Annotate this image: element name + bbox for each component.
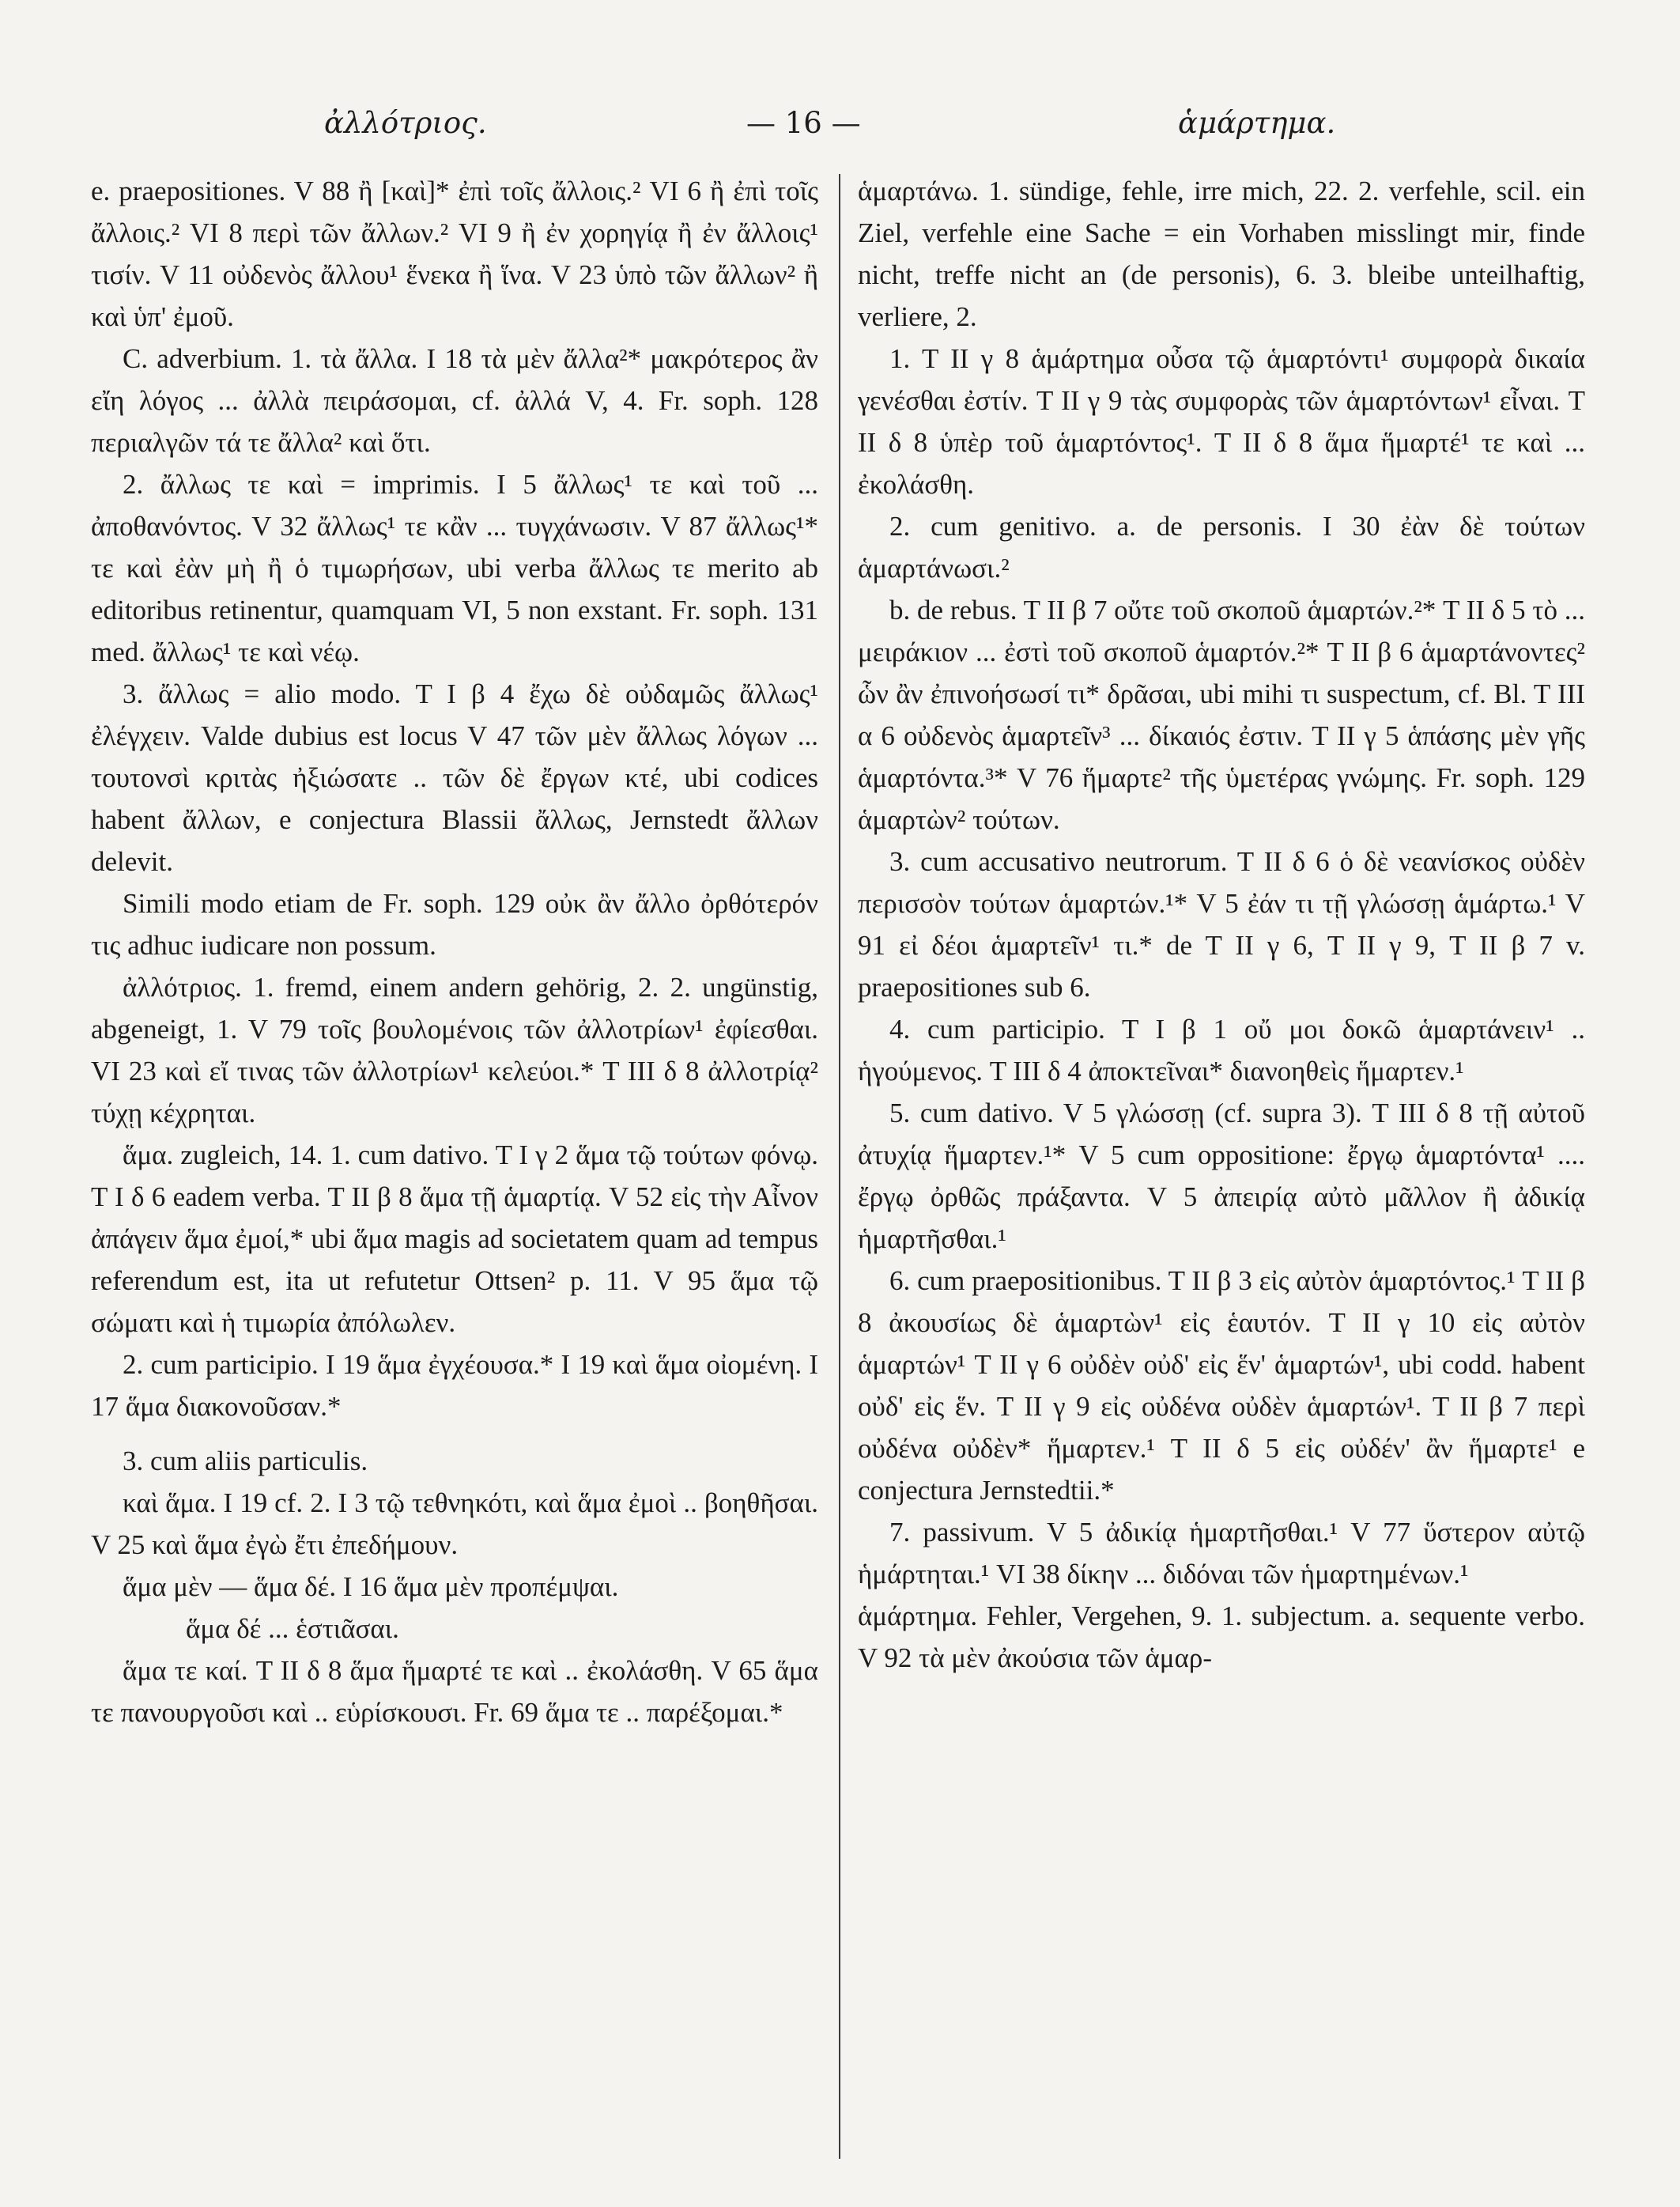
entry-paragraph: e. praepositiones. V 88 ἢ [καὶ]* ἐπὶ τοῖς ἄλλοις.² VI 6 ἢ ἐπὶ τοῖς ἄλλοις.² VI 8 περὶ τῶν ἄλλων.² VI 9 ἢ ἐν χορηγίᾳ ἢ ἐν ἄλλοις¹ τισίν. V 11 οὐδενὸς ἄλλου¹ ἕνεκα ἢ ἵνα. V 23 ὑπὸ τῶν ἄλλων² ἢ καὶ ὑπ' ἐμοῦ. [91,176,818,332]
entry-paragraph: 2. cum participio. I 19 ἅμα ἐγχέουσα.* I 19 καὶ ἅμα οἰομένη. I 17 ἅμα διακονοῦσαν.* [91,1349,818,1422]
entry-paragraph: C. adverbium. 1. τὰ ἄλλα. I 18 τὰ μὲν ἄλλα²* μακρότερος ἂν εἴη λόγος ... ἀλλὰ πειράσομαι, cf. ἀλλά V, 4. Fr. soph. 128 περιαλγῶν τά τε ἄλλα² καὶ ὅτι. [91,343,818,458]
entry-paragraph: ἅμα μὲν — ἅμα δέ. I 16 ἅμα μὲν προπέμψαι. [123,1571,619,1602]
entry-paragraph: 7. passivum. V 5 ἀδικίᾳ ἡμαρτῆσθαι.¹ V 77 ὕστερον αὐτῷ ἡμάρτηται.¹ VI 38 δίκην ... διδόναι τῶν ἡμαρτημένων.¹ [858,1517,1585,1589]
entry-paragraph: 6. cum praepositionibus. T II β 3 εἰς αὐτὸν ἁμαρτόντος.¹ T II β 8 ἀκουσίως δὲ ἁμαρτὼν¹ εἰς ἑαυτόν. T II γ 10 εἰς αὐτὸν ἁμαρτών¹ T II γ 6 οὐδὲν οὐδ' εἰς ἕν' ἁμαρτών¹, ubi codd. habent οὐδ' εἰς ἕν. T II γ 9 εἰς οὐδένα οὐδὲν ἁμαρτών¹. T II β 7 περὶ οὐδένα οὐδὲν* ἥμαρτεν.¹ T II δ 5 εἰς οὐδέν' ἂν ἥμαρτε¹ e conjectura Jernstedtii.* [858,1265,1585,1506]
headword-hamartema: ἁμάρτημα. Fehler, Vergehen, 9. 1. subjectum. a. sequente verbo. V 92 τὰ μὲν ἀκούσια τῶν ἁμαρ- [858,1600,1585,1673]
entry-paragraph: καὶ ἅμα. I 19 cf. 2. I 3 τῷ τεθνηκότι, καὶ ἅμα ἐμοὶ .. βοηθῆσαι. V 25 καὶ ἅμα ἐγὼ ἔτι ἐπεδήμουν. [91,1487,818,1560]
headword-hamartano: ἁμαρτάνω. 1. sündige, fehle, irre mich, 22. 2. verfehle, scil. ein Ziel, verfehle eine Sache = ein Vorhaben misslingt mir, finde nicht, treffe nicht an (de personis), 6. 3. bleibe unteilhaftig, verliere, 2. [858,176,1585,332]
entry-paragraph: 2. ἄλλως τε καὶ = imprimis. I 5 ἄλλως¹ τε καὶ τοῦ ... ἀποθανόντος. V 32 ἄλλως¹ τε κἂν ... τυγχάνωσιν. V 87 ἄλλως¹* τε καὶ ἐὰν μὴ ἢ ὁ τιμωρήσων, ubi verba ἄλλως τε merito ab editoribus retinentur, quamquam VI, 5 non exstant. Fr. soph. 131 med. ἄλλως¹ τε καὶ νέῳ. [91,469,818,667]
entry-paragraph: Simili modo etiam de Fr. soph. 129 οὐκ ἂν ἄλλο ὀρθότερόν τις adhuc iudicare non possum. [91,888,818,961]
entry-paragraph: 2. cum genitivo. a. de personis. I 30 ἐὰν δὲ τούτων ἁμαρτάνωσι.² [858,511,1585,584]
header-left-headword: ἀλλότριος. [324,106,487,140]
entry-paragraph: 3. cum accusativo neutrorum. T II δ 6 ὁ δὲ νεανίσκος οὐδὲν περισσὸν τούτων ἁμαρτών.¹* V 5 ἐάν τι τῇ γλώσσῃ ἁμάρτω.¹ V 91 εἰ δέοι ἁμαρτεῖν¹ τι.* de T II γ 6, T II γ 9, T II β 7 v. praepositiones sub 6. [858,846,1585,1003]
subsection-heading: 3. cum aliis particulis. [123,1446,368,1476]
entry-paragraph: ἅμα δέ ... ἑστιᾶσαι. [186,1613,399,1644]
page-number: — 16 — [746,106,861,140]
entry-paragraph: ἅμα τε καί. T II δ 8 ἅμα ἥμαρτέ τε καὶ .. ἐκολάσθη. V 65 ἅμα τε πανουργοῦσι καὶ .. εὑρίσκουσι. Fr. 69 ἅμα τε .. παρέξομαι.* [91,1655,818,1728]
right-column [858,170,1585,1679]
left-column [91,170,818,1733]
entry-paragraph: 1. T II γ 8 ἁμάρτημα οὖσα τῷ ἁμαρτόντι¹ συμφορὰ δικαία γενέσθαι ἐστίν. T II γ 9 τὰς συμφορὰς τῶν ἁμαρτόντων¹ εἶναι. T II δ 8 ὑπὲρ τοῦ ἁμαρτόντος¹. T II δ 8 ἅμα ἥμαρτέ¹ τε καὶ ... ἐκολάσθη. [858,343,1585,500]
running-header [0,95,1680,142]
headword-alltrios: ἀλλότριος. 1. fremd, einem andern gehörig, 2. 2. ungünstig, abgeneigt, 1. V 79 τοῖς βουλομένοις τῶν ἀλλοτρίων¹ ἐφίεσθαι. VI 23 καὶ εἴ τινας τῶν ἀλλοτρίων¹ κελεύοι.* T III δ 8 ἀλλοτρίᾳ² τύχῃ κέχρηται. [91,972,818,1128]
entry-paragraph: b. de rebus. T II β 7 οὔτε τοῦ σκοποῦ ἁμαρτών.²* T II δ 5 τὸ ... μειράκιον ... ἐστὶ τοῦ σκοποῦ ἁμαρτόν.²* T II β 6 ἁμαρτάνοντες² ὧν ἂν ἐπινοήσωσί τι* δρᾶσαι, ubi mihi τι suspectum, cf. Bl. T III α 6 οὐδενὸς ἁμαρτεῖν³ ... δίκαιός ἐστιν. T II γ 5 ἁπάσης μὲν γῆς ἁμαρτόντα.³* V 76 ἥμαρτε² τῆς ὑμετέρας γνώμης. Fr. soph. 129 ἁμαρτὼν² τούτων. [858,595,1585,835]
entry-paragraph: 4. cum participio. T I β 1 οὔ μοι δοκῶ ἁμαρτάνειν¹ .. ἡγούμενος. T III δ 4 ἀποκτεῖναι* διανοηθεὶς ἥμαρτεν.¹ [858,1014,1585,1086]
entry-paragraph: 3. ἄλλως = alio modo. T I β 4 ἔχω δὲ οὐδαμῶς ἄλλως¹ ἐλέγχειν. Valde dubius est locus V 47 τῶν μὲν ἄλλως λόγων ... τουτονσὶ κριτὰς ἠξιώσατε .. τῶν δὲ ἔργων κτέ, ubi codices habent ἄλλων, e conjectura Blassii ἄλλως, Jernstedt ἄλλων delevit. [91,678,818,877]
column-divider [839,174,840,2159]
headword-hama: ἅμα. zugleich, 14. 1. cum dativo. T I γ 2 ἅμα τῷ τούτων φόνῳ. T I δ 6 eadem verba. T II β 8 ἅμα τῇ ἁμαρτίᾳ. V 52 εἰς τὴν Αἶνον ἀπάγειν ἅμα ἐμοί,* ubi ἅμα magis ad societatem quam ad tempus referendum est, ita ut refutetur Ottsen² p. 11. V 95 ἅμα τῷ σώματι καὶ ἡ τιμωρία ἀπόλωλεν. [91,1139,818,1338]
header-right-headword: ἁμάρτημα. [1178,106,1336,140]
entry-paragraph: 5. cum dativo. V 5 γλώσσῃ (cf. supra 3). T III δ 8 τῇ αὐτοῦ ἀτυχίᾳ ἥμαρτεν.¹* V 5 cum oppositione: ἔργῳ ἁμαρτόντα¹ .... ἔργῳ ὀρθῶς πράξαντα. V 5 ἀπειρίᾳ αὐτὸ μᾶλλον ἢ ἀδικίᾳ ἡμαρτῆσθαι.¹ [858,1098,1585,1254]
